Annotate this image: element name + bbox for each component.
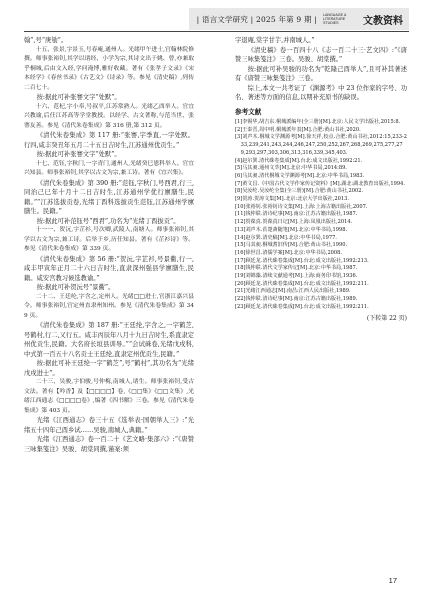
paragraph: 十一一、贺沅,字芷衫,号次卿,武陵人,南塘人。师事张裕钊,其学以古文为宗,兼工诗。后举于乡,历任知县。著有《芷衫诗》等。参见《清代朱卷集成》第 339 页。 — [24, 227, 194, 252]
references-title: 参考文献 — [235, 107, 262, 116]
reference-item: [18]钱仲联.清代文学家传记[M].北京:中华书局,1987. — [235, 265, 358, 272]
paragraph: 翰”,号“庚劬”。 — [24, 37, 68, 44]
paragraph: 《清史稿》卷一百四十八《志一百二十三·艺文四》:“《唐赞三咏集笺注》三卷。吴骏、胡棠撰。” — [235, 46, 407, 63]
header-divider — [24, 31, 409, 32]
references-list — [235, 119, 407, 312]
reference-item: [11]钱仲联.清诗纪事[M].南京:江苏古籍出版社,1987. — [235, 211, 358, 218]
paragraph: 《清代朱卷集成》第 390 册:“范钰,字秋门,号西君,行三,同治己巳年十月十二日吉时生,江苏通州学优行廪膳生,民籍。”“江苏选拔贡卷,光绪丁酉科选拔贡生范钰,江苏通州学廪膳生。民籍。” — [24, 179, 194, 215]
paragraph: 二十三、吴骏,字伯骏,号仲梅,南城人,诸生。师事张裕钊,受古文法。著有【吟香】及【□□□□】卷,《□□集》《□□文集》,光绪江西通志《□□□□卷》,编著《四书解》三卷。参见《清代朱卷集成》第 403 页。 — [24, 379, 194, 414]
reference-item: [3]刘声木.桐城文学渊源考[M].徐天祥,校点.合肥:黄山书社,2012:15,233-233,239,241,243,244,246,247,250,252,267,268,269,275,277,279,293,297,303,306,313,316,339,345,403. — [235, 134, 407, 156]
continued-note: (下转第 22 页) — [366, 314, 407, 322]
paragraph: 十七、范钰,字秋门,一字青门,通州人,光绪癸巳恩科举人。官宜兴知县。师事张裕钊,其学以古文为宗,兼工诗。著有《宜兴集》。 — [24, 160, 194, 176]
paragraph: 十六、范杞,字小奉,号叔平,江苏常熟人。光绪乙酉举人。官宜兴教谕,后任江苏高等学堂教授。以经学、古文著称,与范当世、张謇友善。参见《清代朱卷集成》第 316 册,第 312 页。 — [24, 103, 194, 129]
paragraph: 《清代朱卷集成》第 117 册:“张謇,字季直,一字处默。行四,咸丰癸丑年五月二十五日吉时生,江苏通州优贡生。” — [24, 132, 194, 149]
right-paragraphs — [235, 36, 407, 103]
paragraph: 按:据此可补王廷纶一字“鹤芝”,号“鹤村”,其功名为“光绪戊戌进士”。 — [24, 360, 194, 377]
reference-item: [9]贺涛.贺涛文集[M].北京:北京大学出版社,2013. — [235, 196, 349, 203]
reference-item: [7]黄文昌.《中国古代文学作家传记资料》[M].湖北:湖北教育出版社,1994. — [235, 180, 406, 187]
paragraph: 光绪《江西通志》卷三十五《选举表·国朝举人三》:“光绪五十四年己酉乡试……吴骏,南城人,典籍。” — [24, 417, 194, 434]
paragraph: 《清代朱卷集成》第 56 册:“贺沅,字芷衫,号景衢,行一,咸丰甲寅年正月二十六日吉时生,直隶深州强县学廪膳生,民籍。咸安宫教习候选教谕。” — [24, 255, 194, 282]
page-header — [24, 8, 409, 30]
journal-issue-label: | 语言文学研究 | 2025 年第 9 期 | — [196, 14, 317, 24]
journal-english-name: LANGUAGE & LITERATURE STUDIES — [323, 12, 347, 26]
paragraph: 二十二、王廷纶,字含之,定州人。光绪□□进士,官浙江嘉兴县令。师事张裕钊,官定州直隶州知州。参见《清代朱卷集成》第 349 页。 — [24, 293, 194, 319]
paragraph: 按:据此可补范钰号“西君”,功名为“光绪丁酉拔贡”。 — [36, 217, 180, 225]
reference-item: [13]刘声木.苌楚斋随笔[M].北京:中华书局,1998. — [235, 226, 348, 233]
page-number: 17 — [388, 576, 397, 585]
reference-item: [15]马其昶.桐城耆旧传[M].合肥:黄山书社,1990. — [235, 242, 348, 249]
paragraph: 字退庵,棠字甘芋,并南城人。” — [235, 37, 315, 44]
reference-item: [20]顾廷龙.清代硃卷集成[M].台北:成文出版社,1992:211. — [235, 280, 369, 287]
paragraph: 《清代朱卷集成》第 187 册:“王廷纶,字含之,一字鹤芝,号鹤村,行二,又行五。咸丰丙辰年八月十九日吉时生,系直隶定州优贡生,民籍。大名府长垣县训导。”“会试硃卷,光绪戊戌科,中式第一百五十八名贡士王廷纶,直隶定州优贡生,民籍。” — [24, 322, 194, 358]
reference-item: [17]顾廷龙.清代硃卷集成[M].台北:成文出版社,1992:213. — [235, 257, 369, 264]
reference-item: [4]赵尔巽.清代硃卷集成[M].台北:成文出版社,1992:21. — [235, 157, 363, 164]
paragraph: 按:据此可补张謇文字“处默”。 — [36, 151, 121, 158]
reference-item: [21]光绪江西通志[M].南昌:江西人民出版社,1989. — [235, 288, 351, 295]
reference-item: [2]王泰晋,周中明.桐城派年表[M].合肥:黄山书社,2020. — [235, 126, 361, 133]
reference-item: [8]吴汝纶.吴汝纶全集(全三册)[M].合肥:黄山书社,2002. — [235, 188, 364, 195]
right-text-column — [235, 36, 407, 323]
journal-header-box — [189, 8, 409, 30]
journal-logo: 文教资料 — [363, 15, 403, 27]
reference-item: [12]贺葆真.贺葆真日记[M].上海:凤凰出版社,2014. — [235, 219, 353, 226]
paragraph: 十五、张景,字景玉,号春庵,通州人。光绪甲午进士,官翰林院修撰。师事张裕钊,其学以诸经、小学为宗,其诗文出于姚、曾,亦兼取乎桐城,后由文入经,学问淹博,雅好收藏。著有《张孝子文录》《宋本经学》《春丝书录》《古艺文》《诗录》等。参见《清史稿》,列传二百七十。 — [24, 46, 194, 91]
reference-item: [14]赵尔巽.清史稿[M].北京:中华书局,1977. — [235, 234, 337, 241]
paragraph: 按:据此可补贺沅号“景衢”。 — [36, 284, 115, 291]
paragraph: 按:据此可补吴骏的功名为“乾隆己酉举人”,且可补其著述有《唐赞三咏集笺注》三卷。 — [235, 65, 407, 82]
paragraph: 综上,本文一共考证了《渊源考》中 23 位作家的字号、功名、著述等方面的信息,以期补充原书的缺误。 — [235, 84, 407, 101]
reference-item: [16]徐世昌.清儒学案[M].北京:中华书局,2008. — [235, 249, 343, 256]
left-text-column — [24, 36, 194, 454]
reference-item: [10]张裕钊.张裕钊诗文集[M].上海:上海古籍出版社,2007. — [235, 203, 368, 210]
paragraph: 光绪《江西通志》卷一百二十《艺文略·集部六》:“《唐赞三咏集笺注》吴骏、胡棠同撰,谨案:须 — [24, 436, 194, 453]
paragraph: 按:据此可补张謇文字“处默”。 — [36, 94, 121, 101]
reference-item: [1]李锡华,胡吉东.桐城派编年(全三册)[M].北京:人民文学出版社,2015:8. — [235, 119, 401, 125]
reference-item: [6]马其昶.清代桐城文学渊源考[M].北京:中华书局,1983. — [235, 172, 365, 179]
reference-item: [19]刘锦藻.清续文献通考[M].上海:商务印书馆,1936. — [235, 273, 358, 280]
reference-item: [23]顾廷龙.清代硃卷集成[M].台北:成文出版社,1992:211. — [235, 303, 369, 310]
reference-item: [5]马其昶.通州文萃[M].北京:中华书局,2014:89. — [235, 165, 347, 172]
reference-item: [22]钱仲联.清诗纪事[M].南京:江苏古籍出版社,1989. — [235, 296, 358, 303]
